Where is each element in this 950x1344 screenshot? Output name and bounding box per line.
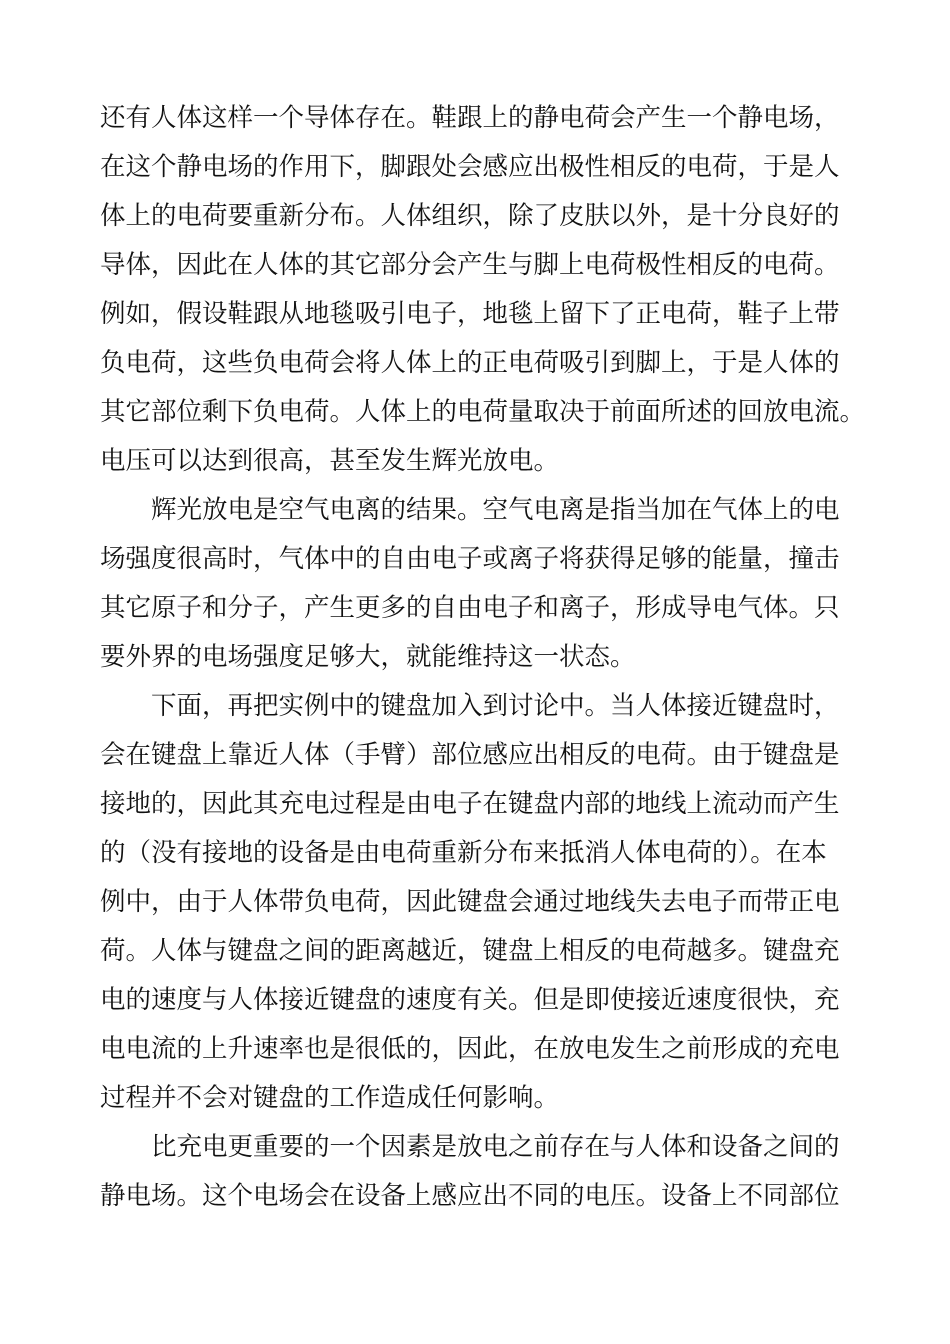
text-line: 过程并不会对键盘的工作造成任何影响。 (100, 1083, 560, 1113)
text-line: 辉光放电是空气电离的结果。空气电离是指当加在气体上的电 (100, 495, 840, 525)
text-line: 要外界的电场强度足够大，就能维持这一状态。 (100, 642, 636, 672)
text-line: 还有人体这样一个导体存在。鞋跟上的静电荷会产生一个静电场， (100, 103, 840, 133)
text-line: 比充电更重要的一个因素是放电之前存在与人体和设备之间的 (100, 1132, 840, 1162)
body-text (100, 94, 880, 1221)
text-line: 其它原子和分子，产生更多的自由电子和离子，形成导电气体。只 (100, 593, 840, 623)
text-line: 电电流的上升速率也是很低的，因此，在放电发生之前形成的充电 (100, 1034, 840, 1064)
text-line: 例如，假设鞋跟从地毯吸引电子，地毯上留下了正电荷，鞋子上带 (100, 299, 840, 329)
text-line: 在这个静电场的作用下，脚跟处会感应出极性相反的电荷，于是人 (100, 152, 840, 182)
text-line: 荷。人体与键盘之间的距离越近，键盘上相反的电荷越多。键盘充 (100, 936, 840, 966)
text-line: 场强度很高时，气体中的自由电子或离子将获得足够的能量，撞击 (100, 544, 840, 574)
text-line: 其它部位剩下负电荷。人体上的电荷量取决于前面所述的回放电流。 (100, 397, 866, 427)
text-line: 体上的电荷要重新分布。人体组织，除了皮肤以外，是十分良好的 (100, 201, 840, 231)
text-line: 静电场。这个电场会在设备上感应出不同的电压。设备上不同部位 (100, 1181, 840, 1211)
text-line: 电的速度与人体接近键盘的速度有关。但是即使接近速度很快，充 (100, 985, 840, 1015)
text-line: 会在键盘上靠近人体（手臂）部位感应出相反的电荷。由于键盘是 (100, 740, 840, 770)
text-line: 接地的，因此其充电过程是由电子在键盘内部的地线上流动而产生 (100, 789, 840, 819)
text-line: 负电荷，这些负电荷会将人体上的正电荷吸引到脚上，于是人体的 (100, 348, 840, 378)
text-line: 的（没有接地的设备是由电荷重新分布来抵消人体电荷的）。在本 (100, 838, 827, 868)
text-line: 电压可以达到很高，甚至发生辉光放电。 (100, 446, 560, 476)
text-line: 导体，因此在人体的其它部分会产生与脚上电荷极性相反的电荷。 (100, 250, 840, 280)
text-line: 例中，由于人体带负电荷，因此键盘会通过地线失去电子而带正电 (100, 887, 840, 917)
text-line: 下面，再把实例中的键盘加入到讨论中。当人体接近键盘时， (100, 691, 840, 721)
